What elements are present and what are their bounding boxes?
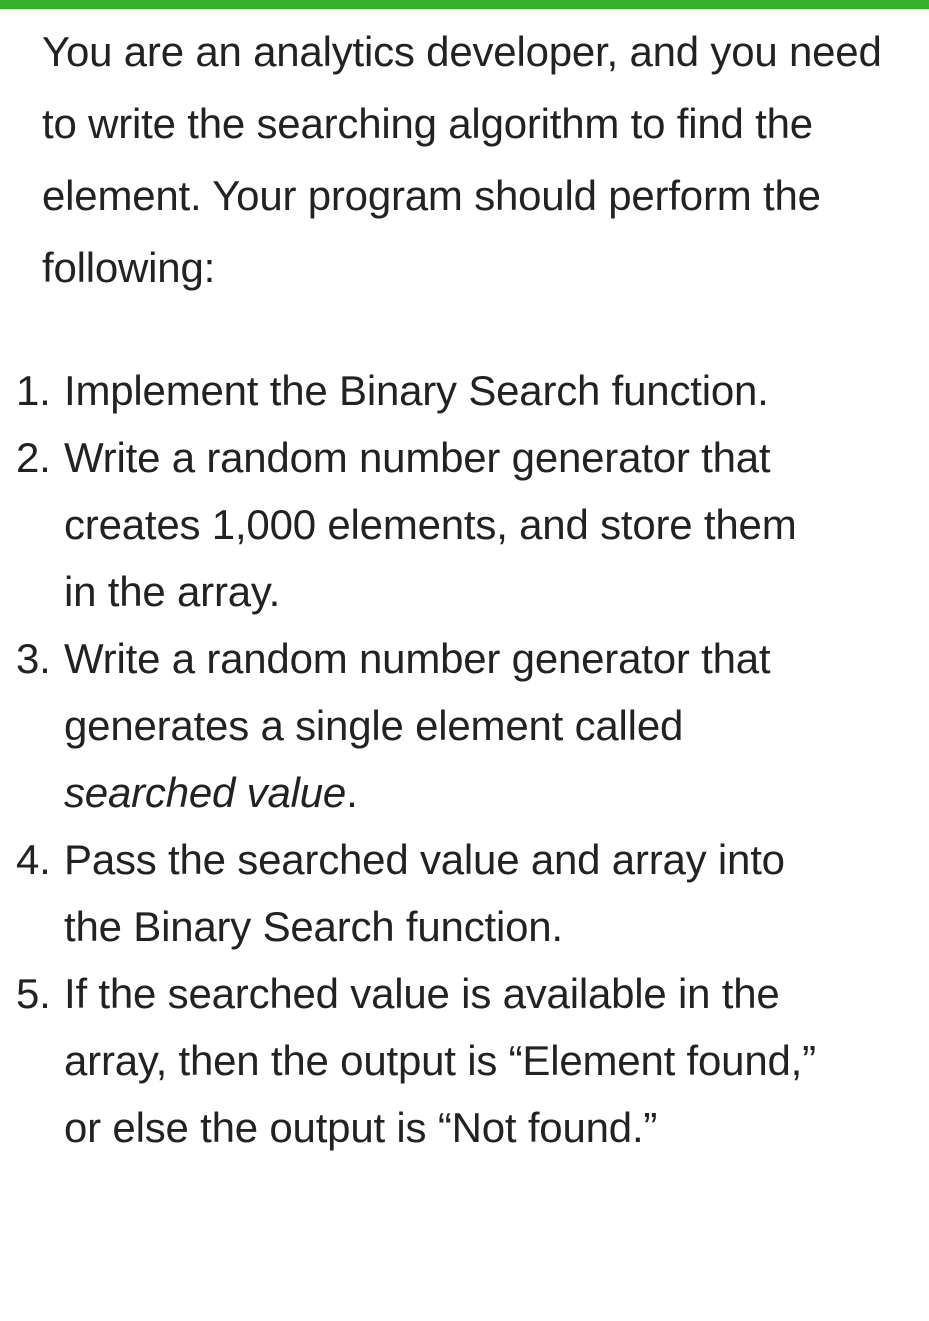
searched-value-term: searched value [64, 769, 347, 816]
intro-paragraph: You are an analytics developer, and you need to write the searching algorithm to find the element. Your program should perform the following: [42, 28, 882, 291]
step-text: Pass the searched value and array into the Binary Search function. [64, 836, 785, 950]
steps-list [16, 357, 860, 1161]
step-number: 5. [16, 970, 51, 1017]
step-number: 2. [16, 434, 51, 481]
list-item [16, 625, 860, 826]
step-text [64, 625, 860, 826]
step-number: 1. [16, 367, 51, 414]
list-item [16, 826, 860, 960]
list-item [16, 357, 860, 424]
step-number: 3. [16, 635, 51, 682]
step-text-after: . [346, 769, 358, 816]
step-text: If the searched value is available in the array, then the output is “Element found,” or else the output is “Not found.” [64, 970, 816, 1151]
step-text: Implement the Binary Search function. [64, 367, 769, 414]
step-number: 4. [16, 836, 51, 883]
top-accent-bar [0, 0, 929, 9]
list-item [16, 960, 860, 1161]
question-content [42, 16, 902, 304]
list-item [16, 424, 860, 625]
step-text-before: Write a random number generator that generates a single element called [64, 635, 771, 749]
step-text: Write a random number generator that creates 1,000 elements, and store them in the array. [64, 434, 797, 615]
